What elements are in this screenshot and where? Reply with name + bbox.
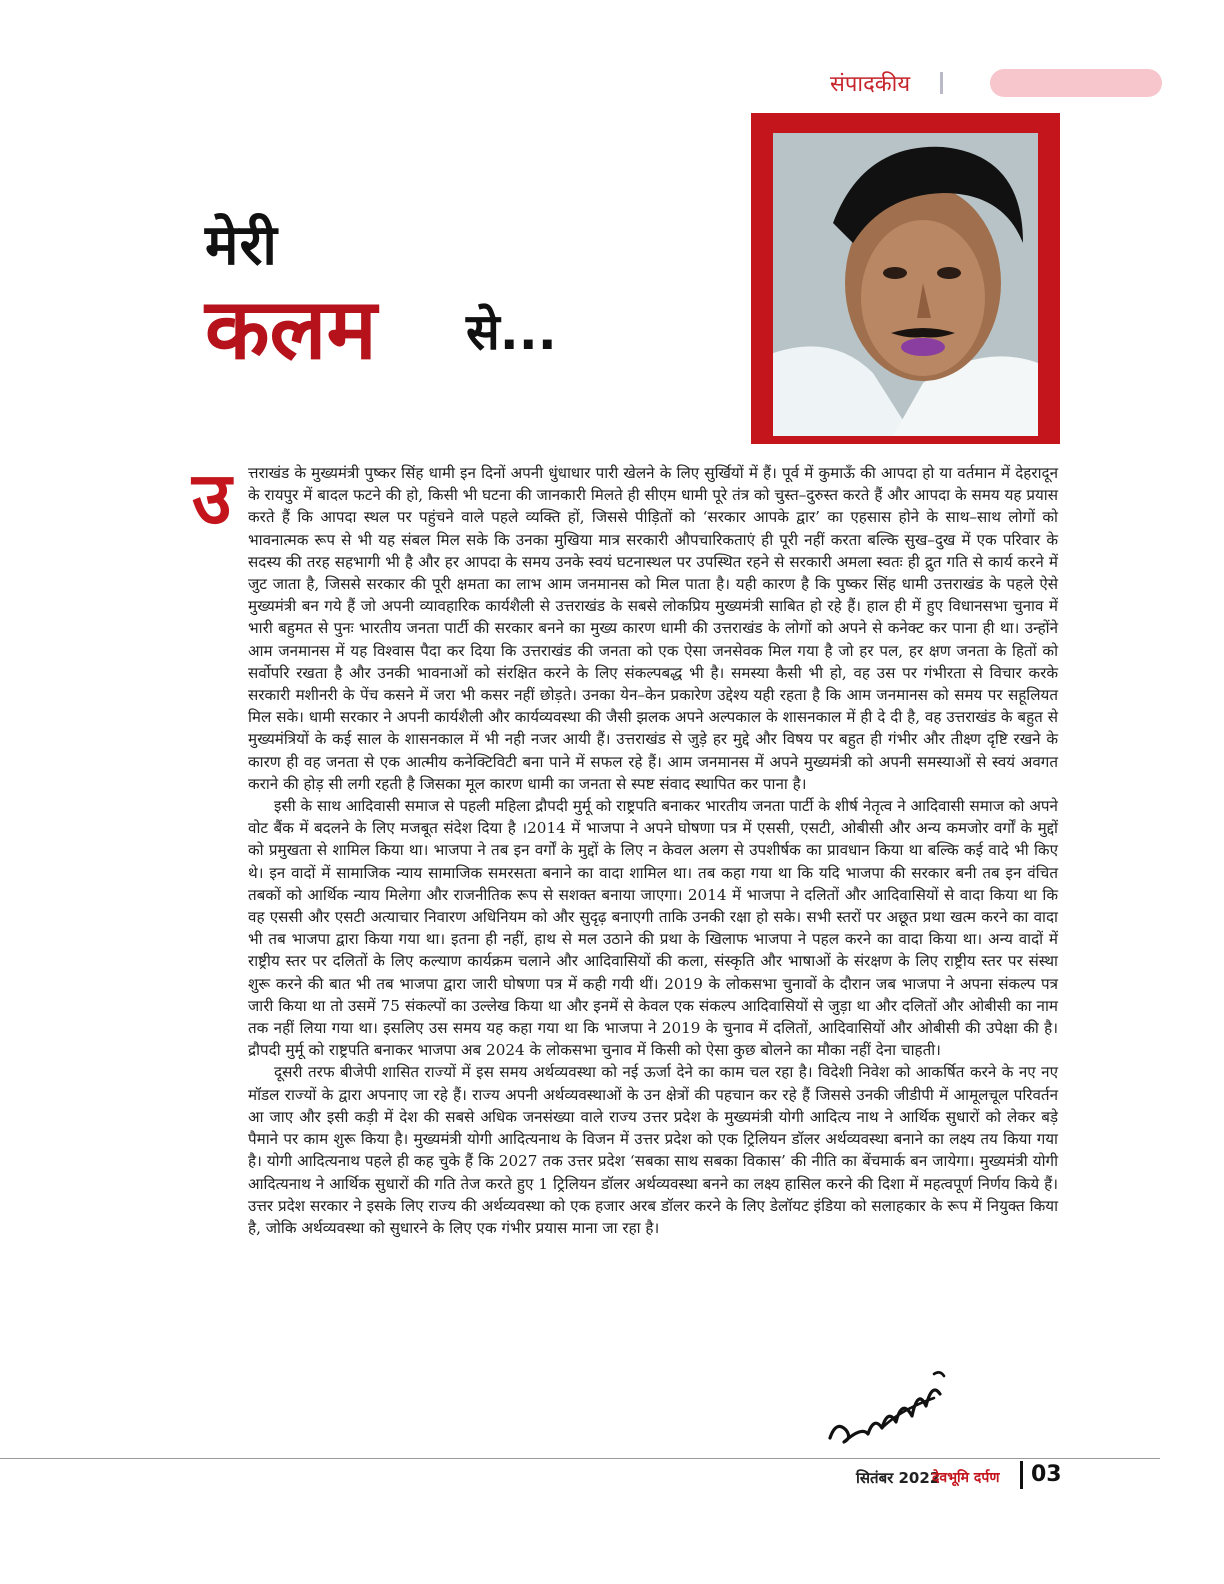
drop-cap: उ — [192, 456, 232, 540]
article-body — [248, 462, 1058, 1239]
headline-line-3: से... — [466, 303, 557, 361]
footer-date: सितंबर 2022 — [856, 1469, 941, 1487]
section-separator — [940, 72, 943, 94]
page-number: 03 — [1031, 1462, 1062, 1487]
footer-rule — [0, 1458, 1160, 1459]
footer-separator — [1020, 1461, 1023, 1489]
headline-line-1: मेरी — [205, 213, 278, 278]
article-paragraph-1: त्तराखंड के मुख्यमंत्री पुष्कर सिंह धामी इन दिनों अपनी धुंधाधार पारी खेलने के लिए सुर्खियों में हैं। पूर्व में कुमाऊँ की आपदा हो या वर्तमान में देहरादून के रायपुर में बादल फटने की हो, किसी भी घटना की जानकारी मिलते ही सीएम धामी पूरे तंत्र को चुस्त–दुरुस्त करते हैं और आपदा के समय यह प्रयास करते हैं कि आपदा स्थल पर पहुंचने वाले पहले व्यक्ति हों, जिससे पीड़ितों को ‘सरकार आपके द्वार’ का एहसास होने के साथ–साथ लोगों को भावनात्मक रूप से भी यह संबल मिल सके कि उनका मुखिया मात्र सरकारी औपचारिकताएं ही पूरी नहीं करता बल्कि सुख–दुख में एक परिवार के सदस्य की तरह सहभागी भी है और हर आपदा के समय उनके स्वयं घटनास्थल पर उपस्थित रहने से सरकारी अमला स्वतः ही द्रुत गति से कार्य करने में जुट जाता है, जिससे सरकार की पूरी क्षमता का लाभ आम जनमानस को मिल पाता है। यही कारण है कि पुष्कर सिंह धामी उत्तराखंड के पहले ऐसे मुख्यमंत्री बन गये हैं जो अपनी व्यावहारिक कार्यशैली से उत्तराखंड के सबसे लोकप्रिय मुख्यमंत्री साबित हो रहे हैं। हाल ही में हुए विधानसभा चुनाव में भारी बहुमत से पुनः भारतीय जनता पार्टी की सरकार बनने का मुख्य कारण धामी की उत्तराखंड के लोगों को अपने से कनेक्ट कर पाना ही था। उन्होंने आम जनमानस में यह विश्वास पैदा कर दिया कि उत्तराखंड की जनता को एक ऐसा जनसेवक मिल गया है जो हर पल, हर क्षण जनता के हितों को सर्वोपरि रखता है और उनकी भावनाओं को संरक्षित करने के लिए संकल्पबद्ध भी है। समस्या कैसी भी हो, वह उस पर गंभीरता से विचार करके सरकारी मशीनरी के पेंच कसने में जरा भी कसर नहीं छोड़ते। उनका येन–केन प्रकारेण उद्देश्य यही रहता है कि आम जनमानस को समय पर सहूलियत मिल सके। धामी सरकार ने अपनी कार्यशैली और कार्यव्यवस्था की जैसी झलक अपने अल्पकाल के शासनकाल में ही दे दी है, वह उत्तराखंड के बहुत से मुख्यमंत्रियों के कई साल के शासनकाल में भी नही नजर आयी हैं। उत्तराखंड से जुड़े हर मुद्दे और विषय पर बहुत ही गंभीर और तीक्ष्ण दृष्टि रखने के कारण ही वह जनता से एक आत्मीय कनेक्टिविटी बना पाने में सफल रहे हैं। आम जनमानस में अपने मुख्यमंत्री को अपनी समस्याओं से स्वयं अवगत कराने की होड़ सी लगी रहती है जिसका मूल कारण धामी का जनता से स्पष्ट संवाद स्थापित कर पाना है। — [248, 464, 1058, 793]
section-pill-decoration — [990, 69, 1162, 97]
article-paragraph-2: इसी के साथ आदिवासी समाज से पहली महिला द्रौपदी मुर्मू को राष्ट्रपति बनाकर भारतीय जनता पार्टी के शीर्ष नेतृत्व ने आदिवासी समाज को अपने वोट बैंक में बदलने के लिए मजबूत संदेश दिया है ।2014 में भाजपा ने अपने घोषणा पत्र में एससी, एसटी, ओबीसी और अन्य कमजोर वर्गों के मुद्दों को प्रमुखता से शामिल किया था। भाजपा ने तब इन वर्गों के मुद्दों के लिए न केवल अलग से उपशीर्षक का प्रावधान किया था बल्कि कई वादे भी किए थे। इन वादों में सामाजिक न्याय सामाजिक समरसता बनाने का वादा शामिल था। तब कहा गया था कि यदि भाजपा की सरकार बनी तब इन वंचित तबकों को आर्थिक न्याय मिलेगा और राजनीतिक रूप से सशक्त बनाया जाएगा। 2014 में भाजपा ने दलितों और आदिवासियों से वादा किया था कि वह एससी और एसटी अत्याचार निवारण अधिनियम को और सुदृढ़ बनाएगी ताकि उनकी रक्षा हो सके। सभी स्तरों पर अछूत प्रथा खत्म करने का वादा भी तब भाजपा द्वारा किया गया था। इतना ही नहीं, हाथ से मल उठाने की प्रथा के खिलाफ भाजपा ने पहल करने का वादा किया था। अन्य वादों में राष्ट्रीय स्तर पर दलितों के लिए कल्याण कार्यक्रम चलाने और आदिवासियों की कला, संस्कृति और भाषाओं के संरक्षण के लिए राष्ट्रीय स्तर पर संस्था शुरू करने की बात भी तब भाजपा द्वारा जारी घोषणा पत्र में कही गयी थीं। 2019 के लोकसभा चुनावों के दौरान जब भाजपा ने अपना संकल्प पत्र जारी किया था तो उसमें 75 संकल्पों का उल्लेख किया था और इनमें से केवल एक संकल्प आदिवासियों से जुड़ा था और दलितों और ओबीसी का नाम तक नहीं लिया गया था। इसलिए उस समय यह कहा गया था कि भाजपा ने 2019 के चुनाव में दलितों, आदिवासियों और ओबीसी की उपेक्षा की है। द्रौपदी मुर्मू को राष्ट्रपति बनाकर भाजपा अब 2024 के लोकसभा चुनाव में किसी को ऐसा कुछ बोलने का मौका नहीं देना चाहती। — [248, 797, 1058, 1060]
portrait-frame — [751, 113, 1060, 444]
footer-magazine-name: देवभूमि दर्पण — [932, 1470, 1000, 1486]
handwritten-signature-icon — [822, 1368, 952, 1452]
headline-line-2: कलम — [205, 280, 377, 378]
portrait-photo-icon — [773, 133, 1038, 436]
article-paragraph-3: दूसरी तरफ बीजेपी शासित राज्यों में इस समय अर्थव्यवस्था को नई ऊर्जा देने का काम चल रहा है। विदेशी निवेश को आकर्षित करने के नए नए मॉडल राज्यों के द्वारा अपनाए जा रहे हैं। राज्य अपनी अर्थव्यवस्थाओं के उन क्षेत्रों की पहचान कर रहे हैं जिससे उनकी जीडीपी में आमूलचूल परिवर्तन आ जाए और इसी कड़ी में देश की सबसे अधिक जनसंख्या वाले राज्य उत्तर प्रदेश के मुख्यमंत्री योगी आदित्य नाथ ने आर्थिक सुधारों को लेकर बड़े पैमाने पर काम शुरू किया है। मुख्यमंत्री योगी आदित्यनाथ के विजन में उत्तर प्रदेश को एक ट्रिलियन डॉलर अर्थव्यवस्था बनाने का लक्ष्य तय किया गया है। योगी आदित्यनाथ पहले ही कह चुके हैं कि 2027 तक उत्तर प्रदेश ‘सबका साथ सबका विकास’ की नीति का बेंचमार्क बन जायेगा। मुख्यमंत्री योगी आदित्यनाथ ने आर्थिक सुधारों की गति तेज करते हुए 1 ट्रिलियन डॉलर अर्थव्यवस्था बनने का लक्ष्य हासिल करने की दिशा में महत्वपूर्ण निर्णय किये हैं। उत्तर प्रदेश सरकार ने इसके लिए राज्य की अर्थव्यवस्था को एक हजार अरब डॉलर करने के लिए डेलॉयट इंडिया को सलाहकार के रूप में नियुक्त किया है, जोकि अर्थव्यवस्था को सुधारने के लिए एक गंभीर प्रयास माना जा रहा है। — [248, 1063, 1058, 1237]
section-label: संपादकीय — [830, 72, 911, 97]
